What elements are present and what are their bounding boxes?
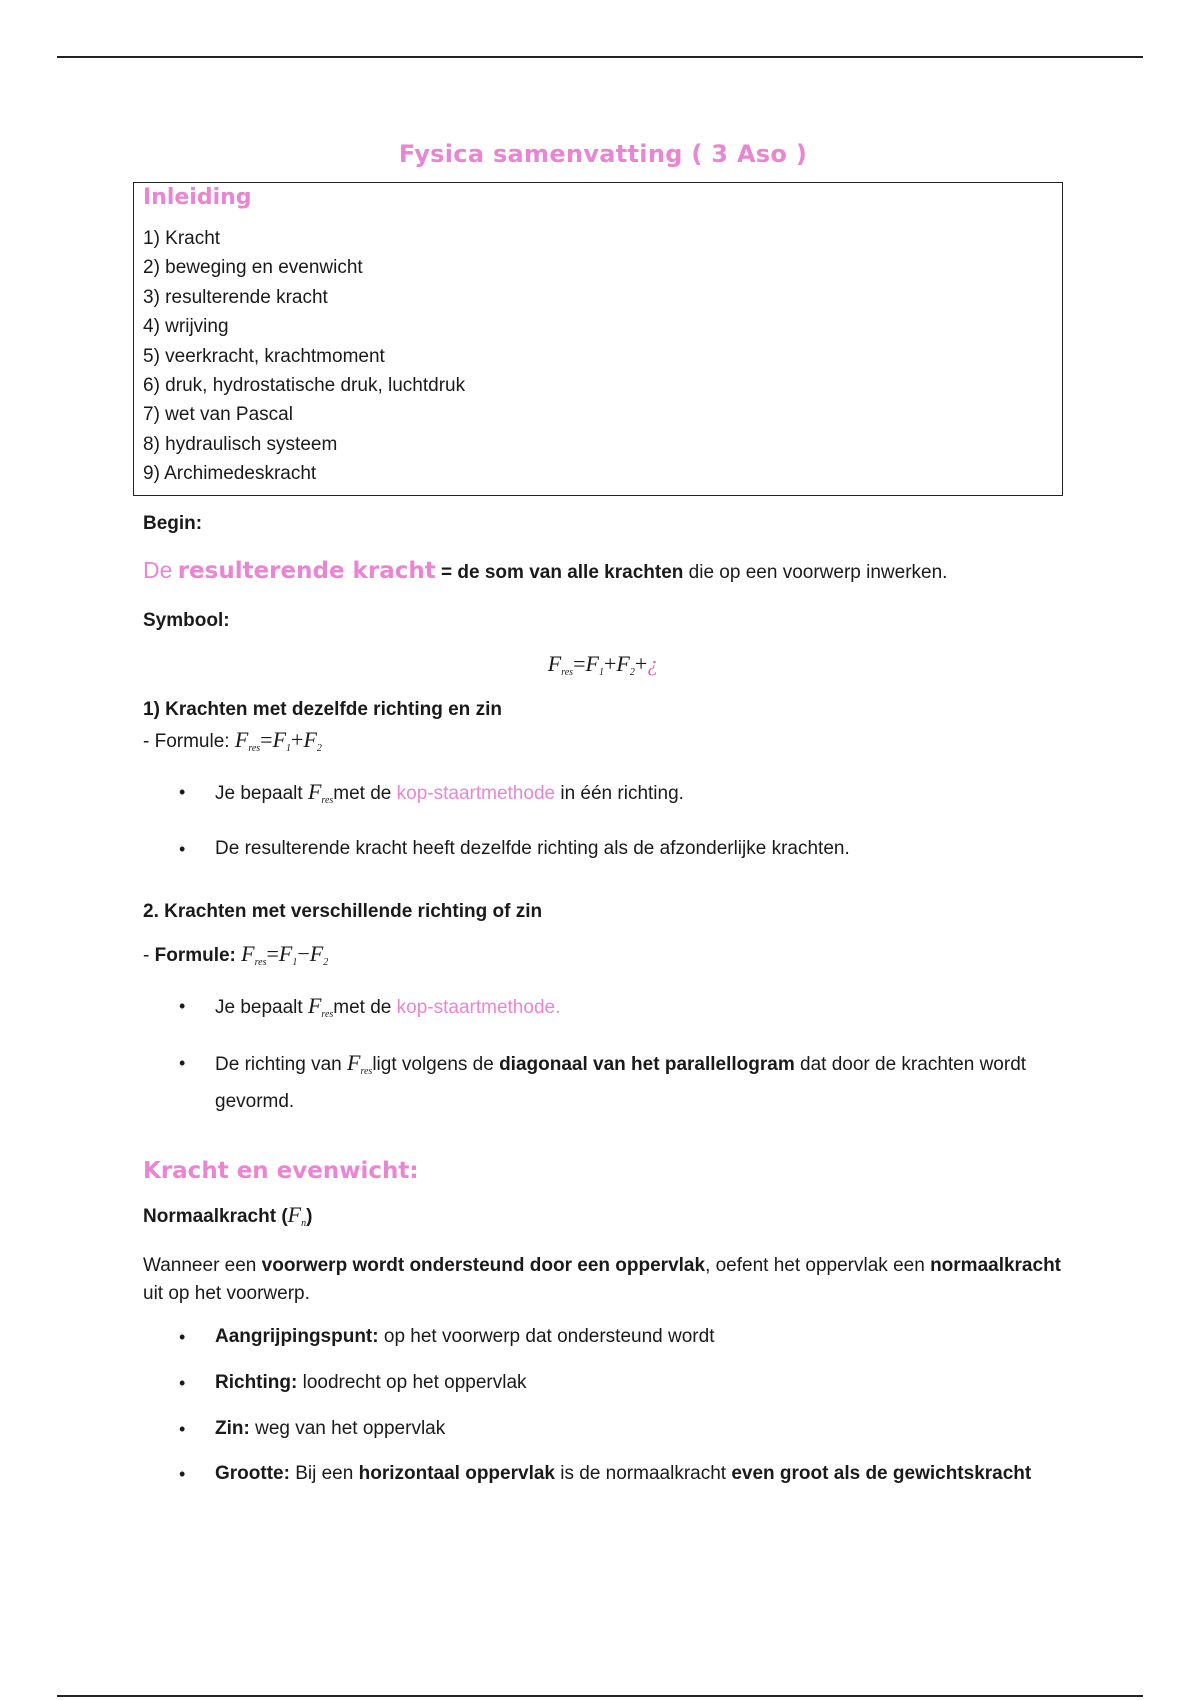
definition-bold: som van alle krachten — [484, 561, 684, 583]
formula-trail: ¿ — [647, 650, 659, 676]
list-item: • Richting: loodrecht op het oppervlak — [143, 1368, 1063, 1398]
definition-rest: die op een voorwerp inwerken. — [688, 561, 948, 583]
definition-equals: = de — [441, 561, 480, 583]
toc-item: 2) beweging en evenwicht — [143, 257, 363, 279]
section3-heading: Kracht en evenwicht: — [143, 1157, 419, 1184]
definition-paragraph — [143, 556, 1063, 587]
toc-item: 4) wrijving — [143, 316, 229, 338]
list-item: • De richting van $F_{res}ligt$ volgens de diagonaal van het parallellogram dat door de krachten wordt gevormd. — [143, 1048, 1063, 1117]
begin-label: Begin: — [143, 512, 203, 534]
toc-item: 7) wet van Pascal — [143, 404, 293, 426]
page-title: Fysica samenvatting ( 3 Aso ) — [398, 140, 808, 168]
kop-staart-link[interactable]: kop-staartmethode. — [396, 996, 561, 1018]
normaalkracht-label: Normaalkracht $(F_n)$ — [143, 1201, 313, 1229]
section3-bullets — [143, 1322, 1063, 1488]
section2-formula: - Formule: $F_{res}=F_1-F_2$ — [143, 940, 329, 968]
section2-formula-label: Formule: — [154, 944, 236, 966]
toc-list — [143, 224, 1053, 489]
toc-item: 3) resulterende kracht — [143, 286, 328, 308]
document-body — [143, 140, 1063, 1504]
toc-item: 1) Kracht — [143, 228, 221, 249]
header-rule — [57, 56, 1143, 58]
section1-formula-label: - Formule: — [143, 730, 230, 752]
symbol-formula: $F_{res}=F_1+F_2+¿$ — [547, 650, 659, 678]
section1-heading: 1) Krachten met dezelfde richting en zin — [143, 698, 502, 720]
kop-staart-link[interactable]: kop-staartmethode — [396, 782, 556, 804]
definition-term: resulterende kracht — [177, 557, 436, 584]
list-item: • Aangrijpingspunt: op het voorwerp dat ondersteund wordt — [143, 1322, 1063, 1352]
toc-item: 8) hydraulisch systeem — [143, 433, 338, 455]
list-item: • Zin: weg van het oppervlak — [143, 1414, 1063, 1444]
section2-bullets — [143, 991, 1063, 1117]
toc-item: 9) Archimedeskracht — [143, 463, 317, 485]
normaalkracht-paragraph: Wanneer een voorwerp wordt ondersteund door een oppervlak, oefent het oppervlak een normaalkracht uit op het voorwerp. — [143, 1254, 1062, 1304]
list-item: • De resulterende kracht heeft dezelfde richting als de afzonderlijke krachten. — [143, 834, 1063, 864]
list-item: • Grootte: Bij een horizontaal oppervlak is de normaalkracht even groot als de gewichtskracht — [143, 1460, 1063, 1488]
definition-term-pre: De — [143, 556, 173, 583]
footer-rule — [57, 1695, 1143, 1697]
toc-box — [133, 182, 1063, 496]
toc-item: 6) druk, hydrostatische druk, luchtdruk — [143, 375, 466, 397]
list-item: • Je bepaalt $F_{res}met$ de kop-staartmethode in één richting. — [143, 777, 1063, 816]
section2-heading: 2. Krachten met verschillende richting of zin — [143, 900, 543, 922]
toc-item: 5) veerkracht, krachtmoment — [143, 345, 385, 367]
list-item: • Je bepaalt $F_{res}met$ de kop-staartmethode. — [143, 991, 1063, 1030]
symbol-label: Symbool: — [143, 609, 230, 631]
toc-title: Inleiding — [143, 185, 252, 210]
section1-formula: - Formule: $F_{res}=F_1+F_2$ — [143, 726, 322, 754]
section1-bullets — [143, 777, 1063, 864]
